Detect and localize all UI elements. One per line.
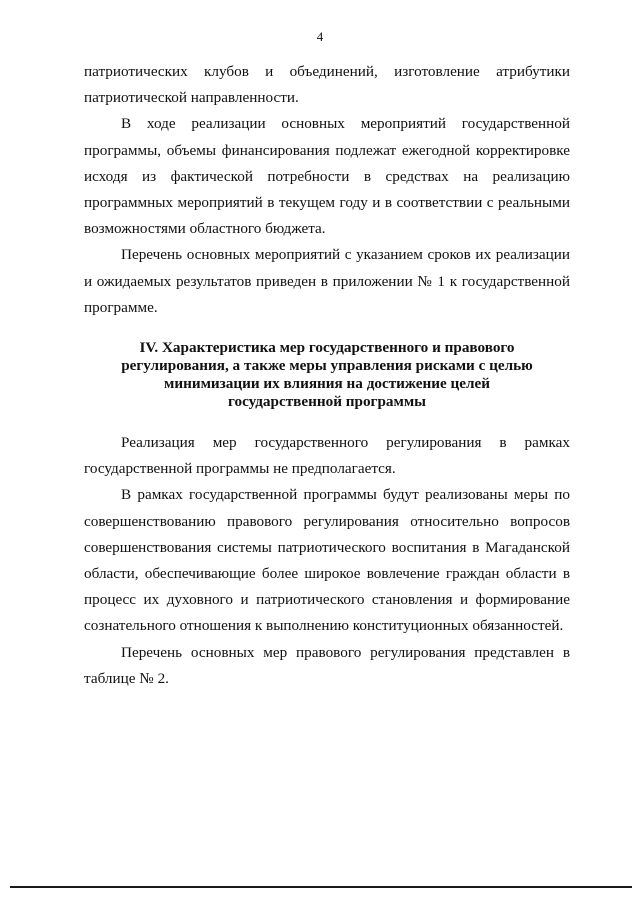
page-number: 4 bbox=[316, 29, 324, 44]
paragraph-activities-list: Перечень основных мероприятий с указанием сроков их реализации и ожидаемых результатов приведен в приложении № 1 к государственной программе. bbox=[84, 246, 570, 316]
scan-bottom-edge-line bbox=[10, 886, 632, 888]
paragraph-financing: В ходе реализации основных мероприятий государственной программы, объемы финансирования подлежат ежегодной корректировке исходя из фактической потребности в средствах на реализацию программных мероприятий в текущем году и в соответствии с реальными возможностями областного бюджета. bbox=[84, 115, 570, 238]
paragraph-state-regulation: Реализация мер государственного регулирования в рамках государственной программы не предполагается. bbox=[84, 434, 570, 478]
paragraph-continuation: патриотических клубов и объединений, изготовление атрибутики патриотической направленности. bbox=[84, 63, 570, 107]
paragraph-legal-measures: В рамках государственной программы будут реализованы меры по совершенствованию правового регулирования относительно вопросов совершенствования системы патриотического воспитания в Магаданской области, обеспечивающие более широкое вовлечение граждан области в процесс их духовного и патриотического становления и формирование сознательного отношения к выполнению конституционных обязанностей. bbox=[84, 486, 570, 635]
bottom-text-block bbox=[84, 430, 570, 692]
paragraph-table-reference: Перечень основных мер правового регулирования представлен в таблице № 2. bbox=[84, 643, 570, 687]
section-heading: IV. Характеристика мер государственного и правового регулирования, а также меры управления рисками с целью минимизации их влияния на достижение целей государственной программы bbox=[121, 339, 533, 410]
top-text-block bbox=[84, 59, 570, 321]
section-heading-block bbox=[84, 339, 570, 411]
